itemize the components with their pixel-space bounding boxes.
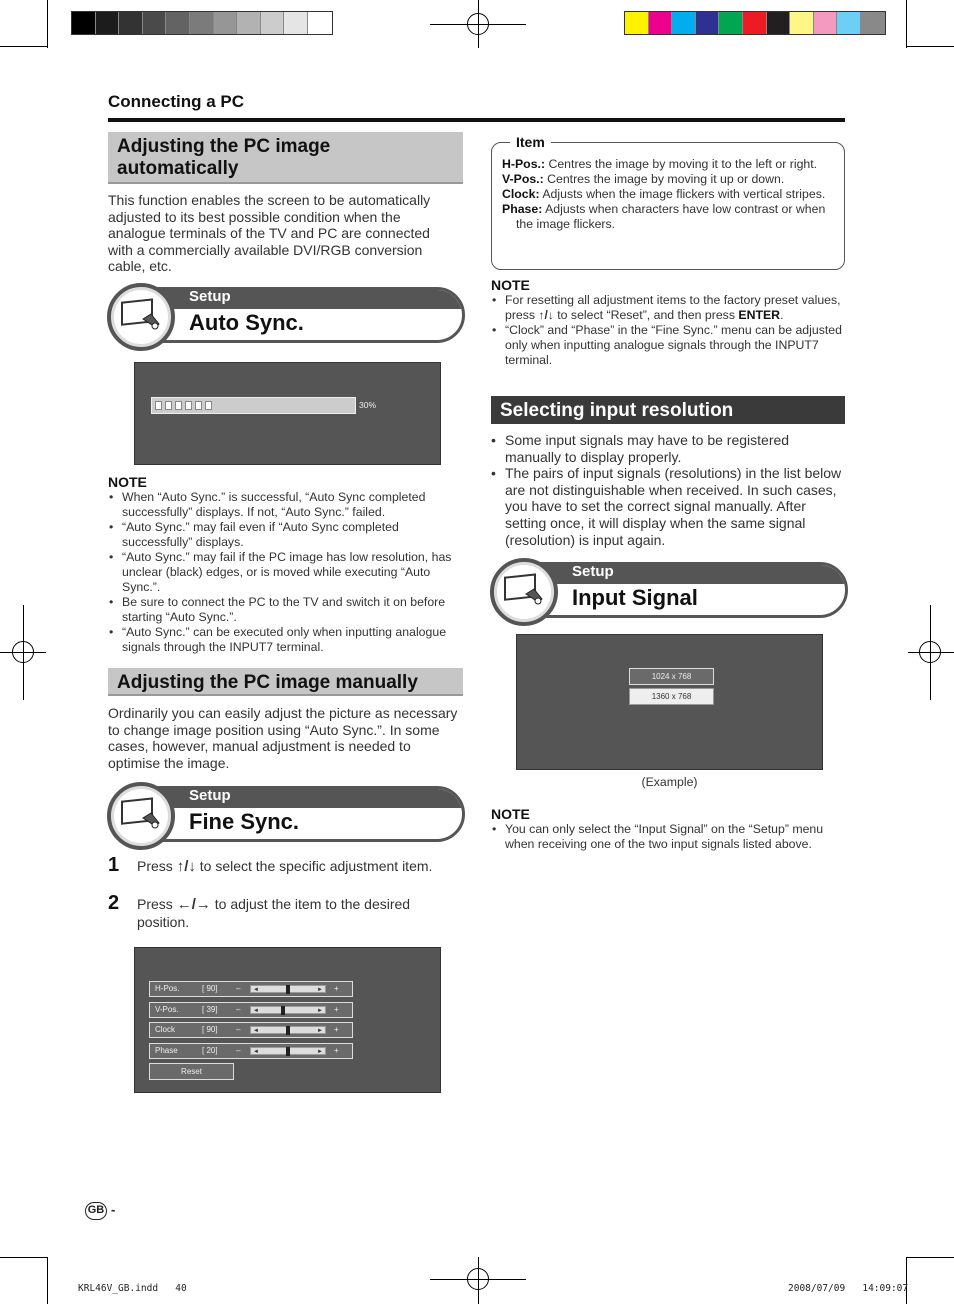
swatch [261, 12, 285, 34]
slider-knob[interactable] [281, 1006, 285, 1015]
swatch [837, 12, 861, 34]
swatch [166, 12, 190, 34]
minus-icon: – [236, 1045, 241, 1055]
bullet-item: • Some input signals may have to be registered manually to display properly. [491, 432, 847, 465]
step-2-number: 2 [108, 892, 120, 914]
setup-label: Setup [189, 787, 231, 804]
swatch [790, 12, 814, 34]
slider-knob[interactable] [286, 985, 290, 994]
progress-segment [165, 401, 172, 410]
adjust-slider[interactable] [250, 1006, 326, 1014]
note-heading: NOTE [491, 806, 530, 822]
setup-tools-icon [107, 283, 175, 351]
right-arrow-icon: ► [317, 987, 323, 993]
swatch [237, 12, 261, 34]
plus-icon: + [334, 1004, 339, 1014]
section-title: Connecting a PC [108, 92, 245, 111]
note-item: • “Auto Sync.” may fail if the PC image has low resolution, has unclear (black) edges, or is moved while executing “Auto Sync.”. [108, 550, 456, 595]
minus-icon: – [236, 1025, 241, 1034]
swatch [96, 12, 120, 34]
example-caption: (Example) [641, 775, 698, 789]
input-signal-screen [516, 634, 823, 770]
swatch [143, 12, 167, 34]
swatch [861, 12, 885, 34]
adjust-value: [ 90] [202, 984, 218, 993]
swatch [625, 12, 649, 34]
swatch [72, 12, 96, 34]
note-heading: NOTE [108, 474, 147, 490]
item-box-label: Item [510, 134, 551, 150]
note-item: • For resetting all adjustment items to the factory preset values, press ↑/↓ to select “Reset”, and then press ENTER. [491, 293, 843, 323]
progress-segment [155, 401, 162, 410]
setup-tools-icon [490, 558, 558, 626]
right-arrow-icon: ► [317, 1028, 323, 1034]
swatch [719, 12, 743, 34]
progress-segment [205, 401, 212, 410]
swatch [767, 12, 791, 34]
progress-label: 30% [359, 400, 377, 410]
note-item: • “Auto Sync.” can be executed only when inputting analogue signals through the INPUT7 terminal. [108, 625, 456, 655]
input-signal-notes [491, 822, 847, 852]
adjust-row-clock[interactable] [149, 1022, 353, 1038]
adjust-label: Clock [155, 1025, 176, 1034]
fine-sync-title: Fine Sync. [189, 809, 300, 834]
item-box [491, 134, 845, 270]
left-arrow-icon: ◄ [253, 1007, 259, 1014]
note-item: • You can only select the “Input Signal” on the “Setup” menu when receiving one of the two input signals listed above. [491, 822, 847, 852]
adjust-label: H-Pos. [155, 984, 180, 993]
swatch [743, 12, 767, 34]
minus-icon: – [236, 984, 241, 993]
auto-adjust-heading: Adjusting the PC image automatically [108, 132, 463, 184]
adjust-slider[interactable] [250, 1026, 326, 1034]
adjust-value: [ 90] [202, 1025, 218, 1034]
adjust-label: V-Pos. [155, 1004, 179, 1014]
grayscale-calibration-bar [71, 11, 333, 35]
item-entry: H-Pos.: Centres the image by moving it to the left or right. [502, 157, 818, 171]
auto-adjust-intro: This function enables the screen to be automatically adjusted to its best possible condition when the analogue terminals of the TV and PC are connected with a commercially available DVI/RGB conversion cable, etc. [108, 192, 431, 275]
swatch [214, 12, 238, 34]
left-arrow-icon: ◄ [253, 987, 259, 993]
swatch [308, 12, 332, 34]
fine-sync-banner [107, 783, 465, 849]
slider-knob[interactable] [286, 1026, 290, 1035]
auto-sync-title: Auto Sync. [189, 310, 304, 335]
plus-icon: + [334, 1025, 339, 1034]
plus-icon: + [334, 1045, 339, 1055]
auto-sync-banner [107, 284, 465, 350]
adjust-label: Phase [155, 1045, 178, 1055]
manual-adjust-heading: Adjusting the PC image manually [108, 668, 463, 696]
fine-sync-notes [491, 293, 843, 368]
swatch [649, 12, 673, 34]
right-arrow-icon: ► [317, 1048, 323, 1055]
progress-segment [185, 401, 192, 410]
input-resolution-bullets [491, 432, 847, 548]
progress-segment [175, 401, 182, 410]
swatch [696, 12, 720, 34]
note-heading: NOTE [491, 277, 530, 293]
adjust-slider[interactable] [250, 1047, 326, 1055]
note-item: • When “Auto Sync.” is successful, “Auto Sync completed successfully” displays. If not, “Auto Sync.” failed. [108, 490, 456, 520]
resolution-option[interactable]: 1024 x 768 [629, 668, 714, 685]
auto-sync-notes [108, 490, 456, 655]
step-1-number: 1 [108, 854, 120, 876]
minus-icon: – [236, 1004, 241, 1014]
auto-sync-screen [134, 362, 441, 465]
step-2-text: Press ←/→ to adjust the item to the desired position. [137, 896, 411, 930]
swatch [814, 12, 838, 34]
left-right-arrows-icon: ←/→ [176, 896, 211, 913]
item-entry: Phase: Adjusts when characters have low contrast or when the image flickers. [502, 202, 826, 231]
left-arrow-icon: ◄ [253, 1028, 259, 1034]
resolution-option[interactable]: 1360 x 768 [629, 688, 714, 705]
manual-adjust-intro: Ordinarily you can easily adjust the picture as necessary to change image position using “Auto Sync.”. In some cases, however, manual adjustment is needed to optimise the image. [108, 705, 458, 771]
swatch [672, 12, 696, 34]
adjust-row-vpos[interactable] [149, 1002, 353, 1018]
right-arrow-icon: ► [317, 1007, 323, 1014]
header-rule [108, 118, 845, 122]
item-entry: Clock: Adjusts when the image flickers with vertical stripes. [502, 187, 826, 201]
item-entry: V-Pos.: Centres the image by moving it up or down. [502, 172, 785, 186]
adjust-value: [ 39] [202, 1004, 218, 1014]
file-info: KRL46V_GB.indd 40 [78, 1283, 187, 1294]
input-signal-banner [490, 559, 848, 625]
adjust-slider[interactable] [250, 985, 326, 993]
input-resolution-heading: Selecting input resolution [491, 396, 845, 424]
up-down-arrows-icon: ↑/↓ [538, 308, 554, 322]
step-1-text: Press ↑/↓ to select the specific adjustment item. [137, 858, 433, 875]
note-item: • Be sure to connect the PC to the TV and switch it on before starting “Auto Sync.”. [108, 595, 456, 625]
progress-segment [195, 401, 202, 410]
adjust-row-phase[interactable] [149, 1043, 353, 1059]
slider-knob[interactable] [286, 1047, 290, 1056]
page-dash: - [111, 1202, 116, 1217]
region-badge: GB [85, 1202, 107, 1220]
timestamp: 2008/07/09 14:09:07 [788, 1283, 909, 1294]
fine-sync-screen [134, 947, 441, 1093]
swatch [119, 12, 143, 34]
left-arrow-icon: ◄ [253, 1048, 259, 1055]
note-item: • “Clock” and “Phase” in the “Fine Sync.” menu can be adjusted only when inputting analogue signals through the INPUT7 terminal. [491, 323, 843, 368]
progress-bar [151, 397, 356, 414]
color-calibration-bar [624, 11, 886, 35]
bullet-item: • The pairs of input signals (resolutions) in the list below are not distinguishable when received. In such cases, you have to set the correct signal manually. After setting once, it will display when the same signal (resolution) is input again. [491, 465, 847, 548]
swatch [284, 12, 308, 34]
plus-icon: + [334, 984, 339, 993]
adjust-value: [ 20] [202, 1045, 218, 1055]
adjust-row-hpos[interactable] [149, 981, 353, 997]
input-signal-title: Input Signal [572, 585, 698, 610]
reset-button[interactable]: Reset [149, 1063, 234, 1080]
setup-label: Setup [572, 563, 614, 580]
setup-label: Setup [189, 288, 231, 305]
setup-tools-icon [107, 782, 175, 850]
up-down-arrows-icon: ↑/↓ [176, 858, 196, 875]
swatch [190, 12, 214, 34]
note-item: • “Auto Sync.” may fail even if “Auto Sync completed successfully” displays. [108, 520, 456, 550]
